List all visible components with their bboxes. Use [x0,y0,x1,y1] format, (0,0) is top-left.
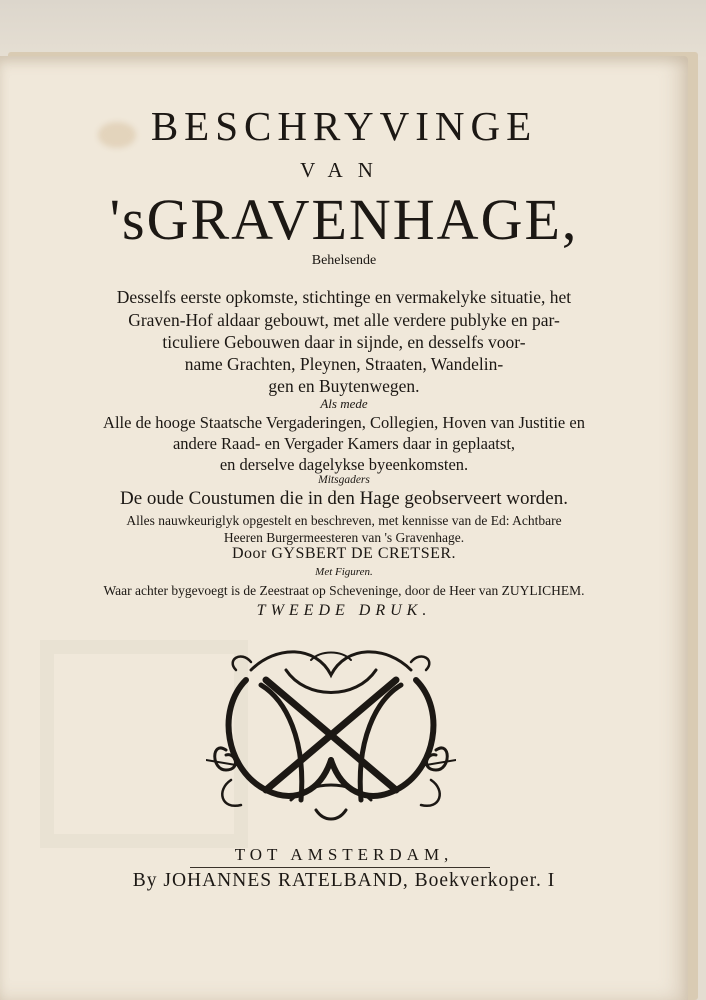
assemblies-line: andere Raad- en Vergader Kamers daar in geplaatst, [172,434,516,453]
subtitle: Behelsende [311,253,377,268]
mitsgaders-label: Mitsgaders [318,474,370,486]
met-figuren-label: Met Figuren. [315,566,373,578]
als-mede-label: Als mede [320,396,368,411]
compiled-line: Alles nauwkeuriglyk opgestelt en beschreven, met kennisse van de Ed: Achtbare [126,513,562,528]
edition-line: TWEEDE DRUK. [256,602,432,619]
background-surface [0,0,706,60]
imprint-publisher: By JOHANNES RATELBAND, Boekverkoper. I [132,870,556,891]
description-line: gen en Buytenwegen. [268,376,420,396]
description-line: ticuliere Gebouwen daar in sijnde, en desselfs voor- [162,332,526,352]
compiled-line: Heeren Burgermeesteren van 's Gravenhage. [223,530,465,545]
appendix-line: Waar achter bygevoegt is de Zeestraat op Scheveninge, door de Heer van ZUYLICHEM. [103,583,585,598]
author-line: Door GYSBERT DE CRETSER. [231,545,457,562]
description-line: Graven-Hof aldaar gebouwt, met alle verdere publyke en par- [128,310,560,330]
title-line-3: 'sGRAVENHAGE, [109,187,579,252]
monogram-ornament [206,640,456,825]
assemblies-line: Alle de hooge Staatsche Vergaderingen, Collegien, Hoven van Justitie en [103,413,585,432]
imprint-place: TOT AMSTERDAM, [234,845,454,864]
description-line: Desselfs eerste opkomste, stichtinge en vermakelyke situatie, het [116,287,572,307]
title-line-1: BESCHRYVINGE [150,103,538,149]
customs-line: De oude Coustumen die in den Hage geobserveert worden. [120,488,568,509]
title-line-2: VAN [300,158,388,182]
imprint-rule [190,867,490,868]
assemblies-line: en derselve dagelykse byeenkomsten. [219,455,469,474]
description-line: name Grachten, Pleynen, Straaten, Wandelin- [184,354,504,374]
